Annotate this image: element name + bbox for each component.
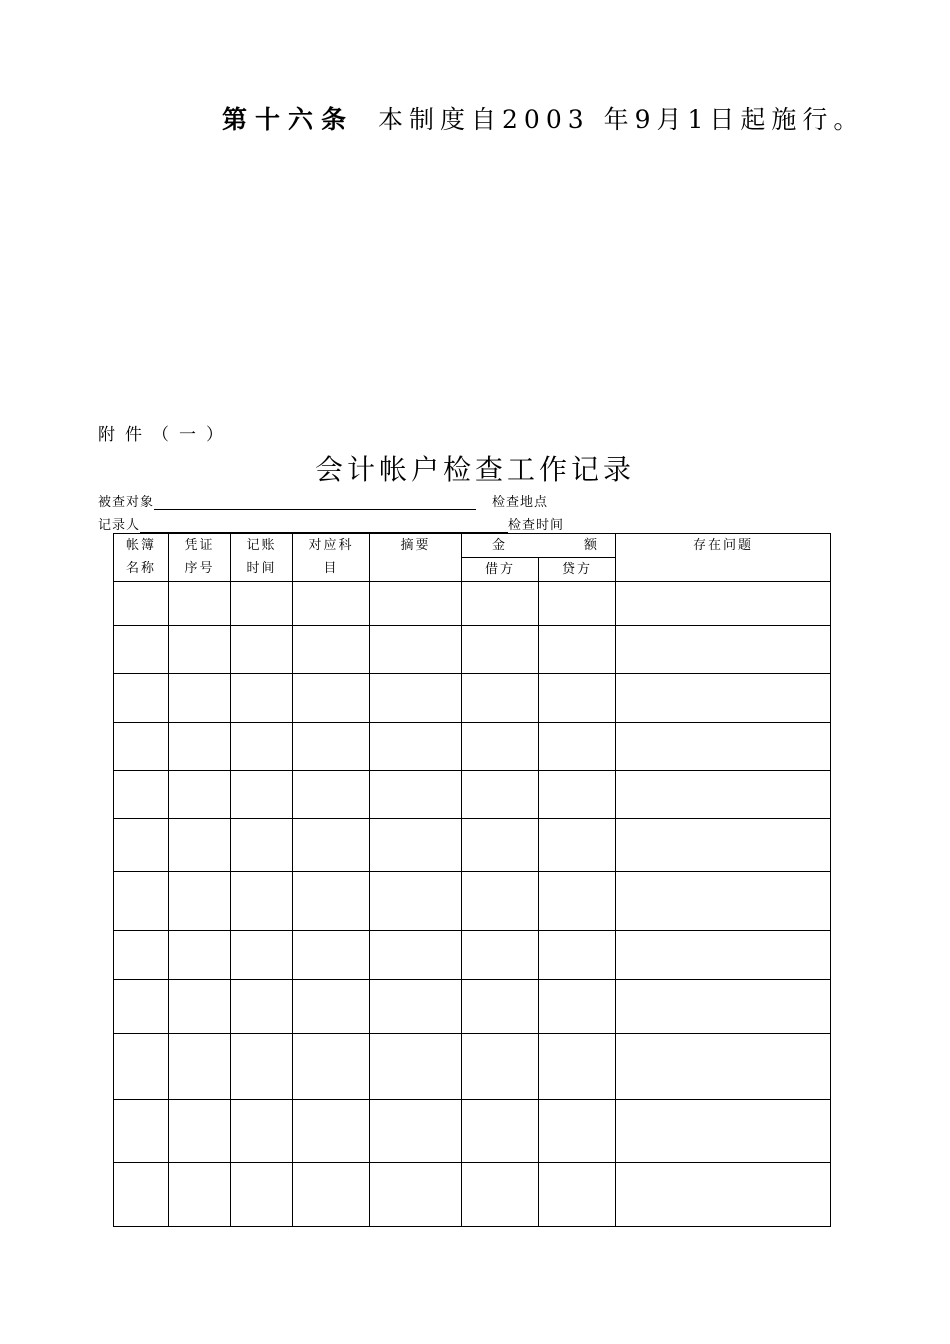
- table-cell: [114, 872, 169, 931]
- table-cell: [231, 819, 293, 872]
- table-cell: [231, 1034, 293, 1100]
- meta-row-2: [98, 514, 564, 533]
- table-cell: [462, 931, 539, 980]
- table-cell: [169, 674, 231, 723]
- account-line2: 目: [323, 561, 339, 576]
- table-cell: [114, 931, 169, 980]
- recorder-label: 记录人: [98, 518, 141, 533]
- table-cell: [114, 626, 169, 674]
- table-cell: [616, 819, 831, 872]
- table-cell: [539, 582, 616, 626]
- table-cell: [370, 1034, 462, 1100]
- article-16: [222, 100, 864, 136]
- table-cell: [114, 980, 169, 1034]
- table-row: [114, 723, 831, 771]
- table-cell: [169, 626, 231, 674]
- table-cell: [462, 723, 539, 771]
- table-cell: [114, 819, 169, 872]
- voucher-line1: 凭证: [184, 538, 215, 553]
- table-cell: [293, 626, 370, 674]
- col-entry-time-header: [231, 534, 293, 582]
- table-cell: [169, 1034, 231, 1100]
- table-cell: [370, 1163, 462, 1227]
- table-cell: [114, 723, 169, 771]
- table-cell: [293, 980, 370, 1034]
- book-name-line2: 名称: [125, 561, 156, 576]
- table-cell: [370, 582, 462, 626]
- table-cell: [370, 819, 462, 872]
- table-cell: [462, 980, 539, 1034]
- table-cell: [539, 674, 616, 723]
- table-cell: [616, 1100, 831, 1163]
- col-account-header: [293, 534, 370, 582]
- col-book-name-header: [114, 534, 169, 582]
- table-row: [114, 626, 831, 674]
- form-title: 会计帐户检查工作记录: [314, 453, 635, 486]
- table-cell: [169, 819, 231, 872]
- table-cell: [370, 771, 462, 819]
- table-row: [114, 872, 831, 931]
- table-cell: [370, 1100, 462, 1163]
- entry-time-line2: 时间: [246, 561, 277, 576]
- table-cell: [231, 771, 293, 819]
- table-cell: [462, 1163, 539, 1227]
- table-cell: [616, 1163, 831, 1227]
- table-cell: [231, 674, 293, 723]
- table-cell: [231, 931, 293, 980]
- table-cell: [539, 626, 616, 674]
- col-debit-header: 借方: [462, 558, 539, 582]
- table-cell: [462, 626, 539, 674]
- table-cell: [616, 980, 831, 1034]
- col-issues-header: 存在问题: [616, 534, 831, 582]
- table-cell: [539, 1100, 616, 1163]
- table-cell: [539, 723, 616, 771]
- col-voucher-header: [169, 534, 231, 582]
- table-cell: [370, 980, 462, 1034]
- table-cell: [114, 771, 169, 819]
- table-cell: [114, 582, 169, 626]
- table-row: [114, 931, 831, 980]
- table-cell: [169, 771, 231, 819]
- book-name-line1: 帐簿: [125, 538, 156, 553]
- table-cell: [293, 1100, 370, 1163]
- col-credit-header: 贷方: [539, 558, 616, 582]
- table-cell: [169, 1100, 231, 1163]
- table-cell: [370, 626, 462, 674]
- voucher-line2: 序号: [184, 561, 215, 576]
- table-cell: [231, 723, 293, 771]
- inspected-object-label: 被查对象: [98, 495, 155, 510]
- table-cell: [370, 723, 462, 771]
- col-summary-header: 摘要: [370, 534, 462, 582]
- table-cell: [293, 931, 370, 980]
- table-cell: [293, 819, 370, 872]
- table-row: [114, 1034, 831, 1100]
- table-cell: [539, 872, 616, 931]
- table-cell: [539, 771, 616, 819]
- table-cell: [616, 674, 831, 723]
- table-cell: [539, 1034, 616, 1100]
- inspection-time-label: 检查时间: [508, 518, 565, 533]
- table-cell: [293, 1034, 370, 1100]
- table-cell: [539, 819, 616, 872]
- table-cell: [462, 1034, 539, 1100]
- amount-char1: 金: [492, 538, 506, 553]
- article-number: 第十六条: [222, 105, 355, 134]
- table-cell: [539, 980, 616, 1034]
- table-row: [114, 980, 831, 1034]
- table-cell: [293, 723, 370, 771]
- article-text: 本制度自2003 年9月1日起施行。: [378, 105, 865, 134]
- inspected-object-line: [154, 495, 476, 510]
- entry-time-line1: 记账: [246, 538, 277, 553]
- table-row: [114, 1163, 831, 1227]
- table-cell: [462, 582, 539, 626]
- table-cell: [462, 872, 539, 931]
- table-cell: [293, 872, 370, 931]
- table-row: [114, 819, 831, 872]
- table-cell: [114, 1100, 169, 1163]
- meta-row-1: [98, 491, 548, 510]
- recorder-line: [140, 518, 508, 533]
- table-cell: [616, 931, 831, 980]
- table-cell: [231, 1100, 293, 1163]
- col-amount-header: [462, 534, 616, 558]
- table-cell: [231, 980, 293, 1034]
- table-cell: [616, 1034, 831, 1100]
- table-cell: [231, 626, 293, 674]
- table-cell: [616, 723, 831, 771]
- table-cell: [539, 931, 616, 980]
- table-cell: [169, 1163, 231, 1227]
- table-cell: [114, 674, 169, 723]
- record-table: [113, 533, 831, 1227]
- table-row: [114, 1100, 831, 1163]
- table-cell: [231, 582, 293, 626]
- table-cell: [462, 1100, 539, 1163]
- table-cell: [169, 872, 231, 931]
- table-cell: [293, 674, 370, 723]
- table-cell: [231, 1163, 293, 1227]
- table-cell: [293, 771, 370, 819]
- table-cell: [370, 674, 462, 723]
- table-cell: [169, 980, 231, 1034]
- table-row: [114, 674, 831, 723]
- table-cell: [114, 1034, 169, 1100]
- table-row: [114, 582, 831, 626]
- table-cell: [616, 771, 831, 819]
- table-cell: [169, 931, 231, 980]
- table-cell: [462, 819, 539, 872]
- amount-char2: 额: [583, 538, 597, 553]
- table-cell: [462, 771, 539, 819]
- table-cell: [616, 582, 831, 626]
- table-cell: [169, 723, 231, 771]
- inspection-place-label: 检查地点: [492, 495, 549, 510]
- appendix-label: 附件（一）: [98, 425, 233, 445]
- table-cell: [539, 1163, 616, 1227]
- table-cell: [616, 626, 831, 674]
- table-cell: [462, 674, 539, 723]
- table-cell: [616, 872, 831, 931]
- account-line1: 对应科: [308, 538, 354, 553]
- table-row: [114, 771, 831, 819]
- table-cell: [293, 582, 370, 626]
- table-cell: [370, 872, 462, 931]
- table-cell: [169, 582, 231, 626]
- table-cell: [231, 872, 293, 931]
- table-cell: [370, 931, 462, 980]
- table-cell: [293, 1163, 370, 1227]
- table-cell: [114, 1163, 169, 1227]
